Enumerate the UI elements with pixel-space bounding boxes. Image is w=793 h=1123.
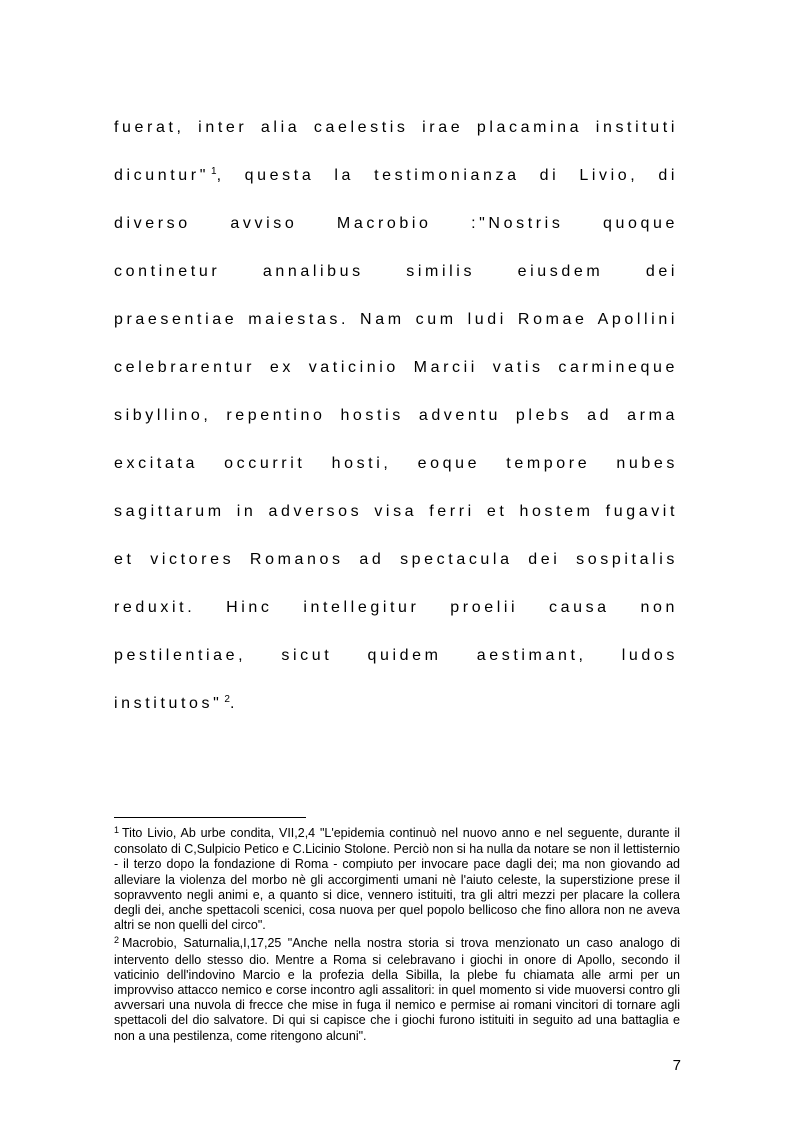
body-line-7: sibyllino, repentino hostis adventu plebs ad arma	[114, 407, 678, 424]
body-line-5: praesentiae maiestas. Nam cum ludi Romae Apollini	[114, 311, 678, 328]
footnote-2	[114, 936, 680, 1043]
footnote-number-1: 1	[114, 825, 120, 835]
body-line-1: fuerat, inter alia caelestis irae placamina instituti	[114, 119, 678, 136]
footnote-number-2: 2	[114, 935, 120, 946]
body-line-9: sagittarum in adversos visa ferri et hostem fugavit	[114, 503, 678, 520]
body-line-6: celebrarentur ex vaticinio Marcii vatis carmineque	[114, 359, 678, 376]
body-line-11: reduxit. Hinc intellegitur proelii causa non	[114, 599, 678, 616]
footnote-1	[114, 826, 680, 933]
body-line-2-start: dicuntur" $^1$, questa la testimonianza di Livio, di	[114, 166, 678, 184]
footnote-ref-2[interactable]: 2	[224, 694, 230, 705]
body-line-10: et victores Romanos ad spectacula dei sospitalis	[114, 551, 678, 568]
footnotes	[114, 826, 680, 1047]
body-line-13: institutos" $^2$.	[114, 694, 239, 712]
body-line-2	[114, 166, 678, 188]
body-line-3: diverso avviso Macrobio :"Nostris quoque	[114, 215, 678, 232]
footnote-separator	[114, 817, 306, 818]
footnote-ref-1[interactable]: 1	[211, 166, 217, 177]
body-line-4: continetur annalibus similis eiusdem dei	[114, 263, 678, 280]
footnote-text-1: Tito Livio, Ab urbe condita, VII,2,4 "L'epidemia continuò nel nuovo anno e nel seguente, durante il consolato di C,Sulpicio Petico e C.Licinio Stolone. Perciò non si ha nulla da notare se non il lettisternio - il terzo dopo la fondazione di Roma - compiuto per invocare pace dagli dei; ma non giovando ad alleviare la violenza del morbo nè gli accorgimenti umani nè l'aiuto celeste, la superstizione prese il sopravvento negli animi e, a quanto si dice, vennero istituiti, tra gli altri mezzi per placare la collera degli dei, anche spettacoli scenici, cosa nuova per quel popolo bellicoso che fino allora non ne aveva altri se non quelli del circo".	[114, 826, 680, 933]
footnote-text-2: Macrobio, Saturnalia,I,17,25 "Anche nella nostra storia si trova menzionato un caso analogo di intervento dello stesso dio. Mentre a Roma si celebravano i giochi in onore di Apollo, secondo il vaticinio dell'indovino Marcio e la profezia della Sibilla, la plebe fu chiamata alle armi per un improvviso attacco nemico e corse incontro agli assalitori: in quel momento si vide muoversi contro gli avversari una nuvola di frecce che mise in fuga il nemico e permise ai romani vincitori di tornare agli spettacoli del dio salvatore. Di qui si capisce che i giochi furono istituiti in seguito ad una battaglia e non a una pestilenza, come ritengono alcuni".	[114, 936, 680, 1043]
page-number: 7	[672, 1057, 681, 1074]
body-line-8: excitata occurrit hosti, eoque tempore nubes	[114, 455, 678, 472]
body-line-12: pestilentiae, sicut quidem aestimant, ludos	[114, 647, 678, 664]
